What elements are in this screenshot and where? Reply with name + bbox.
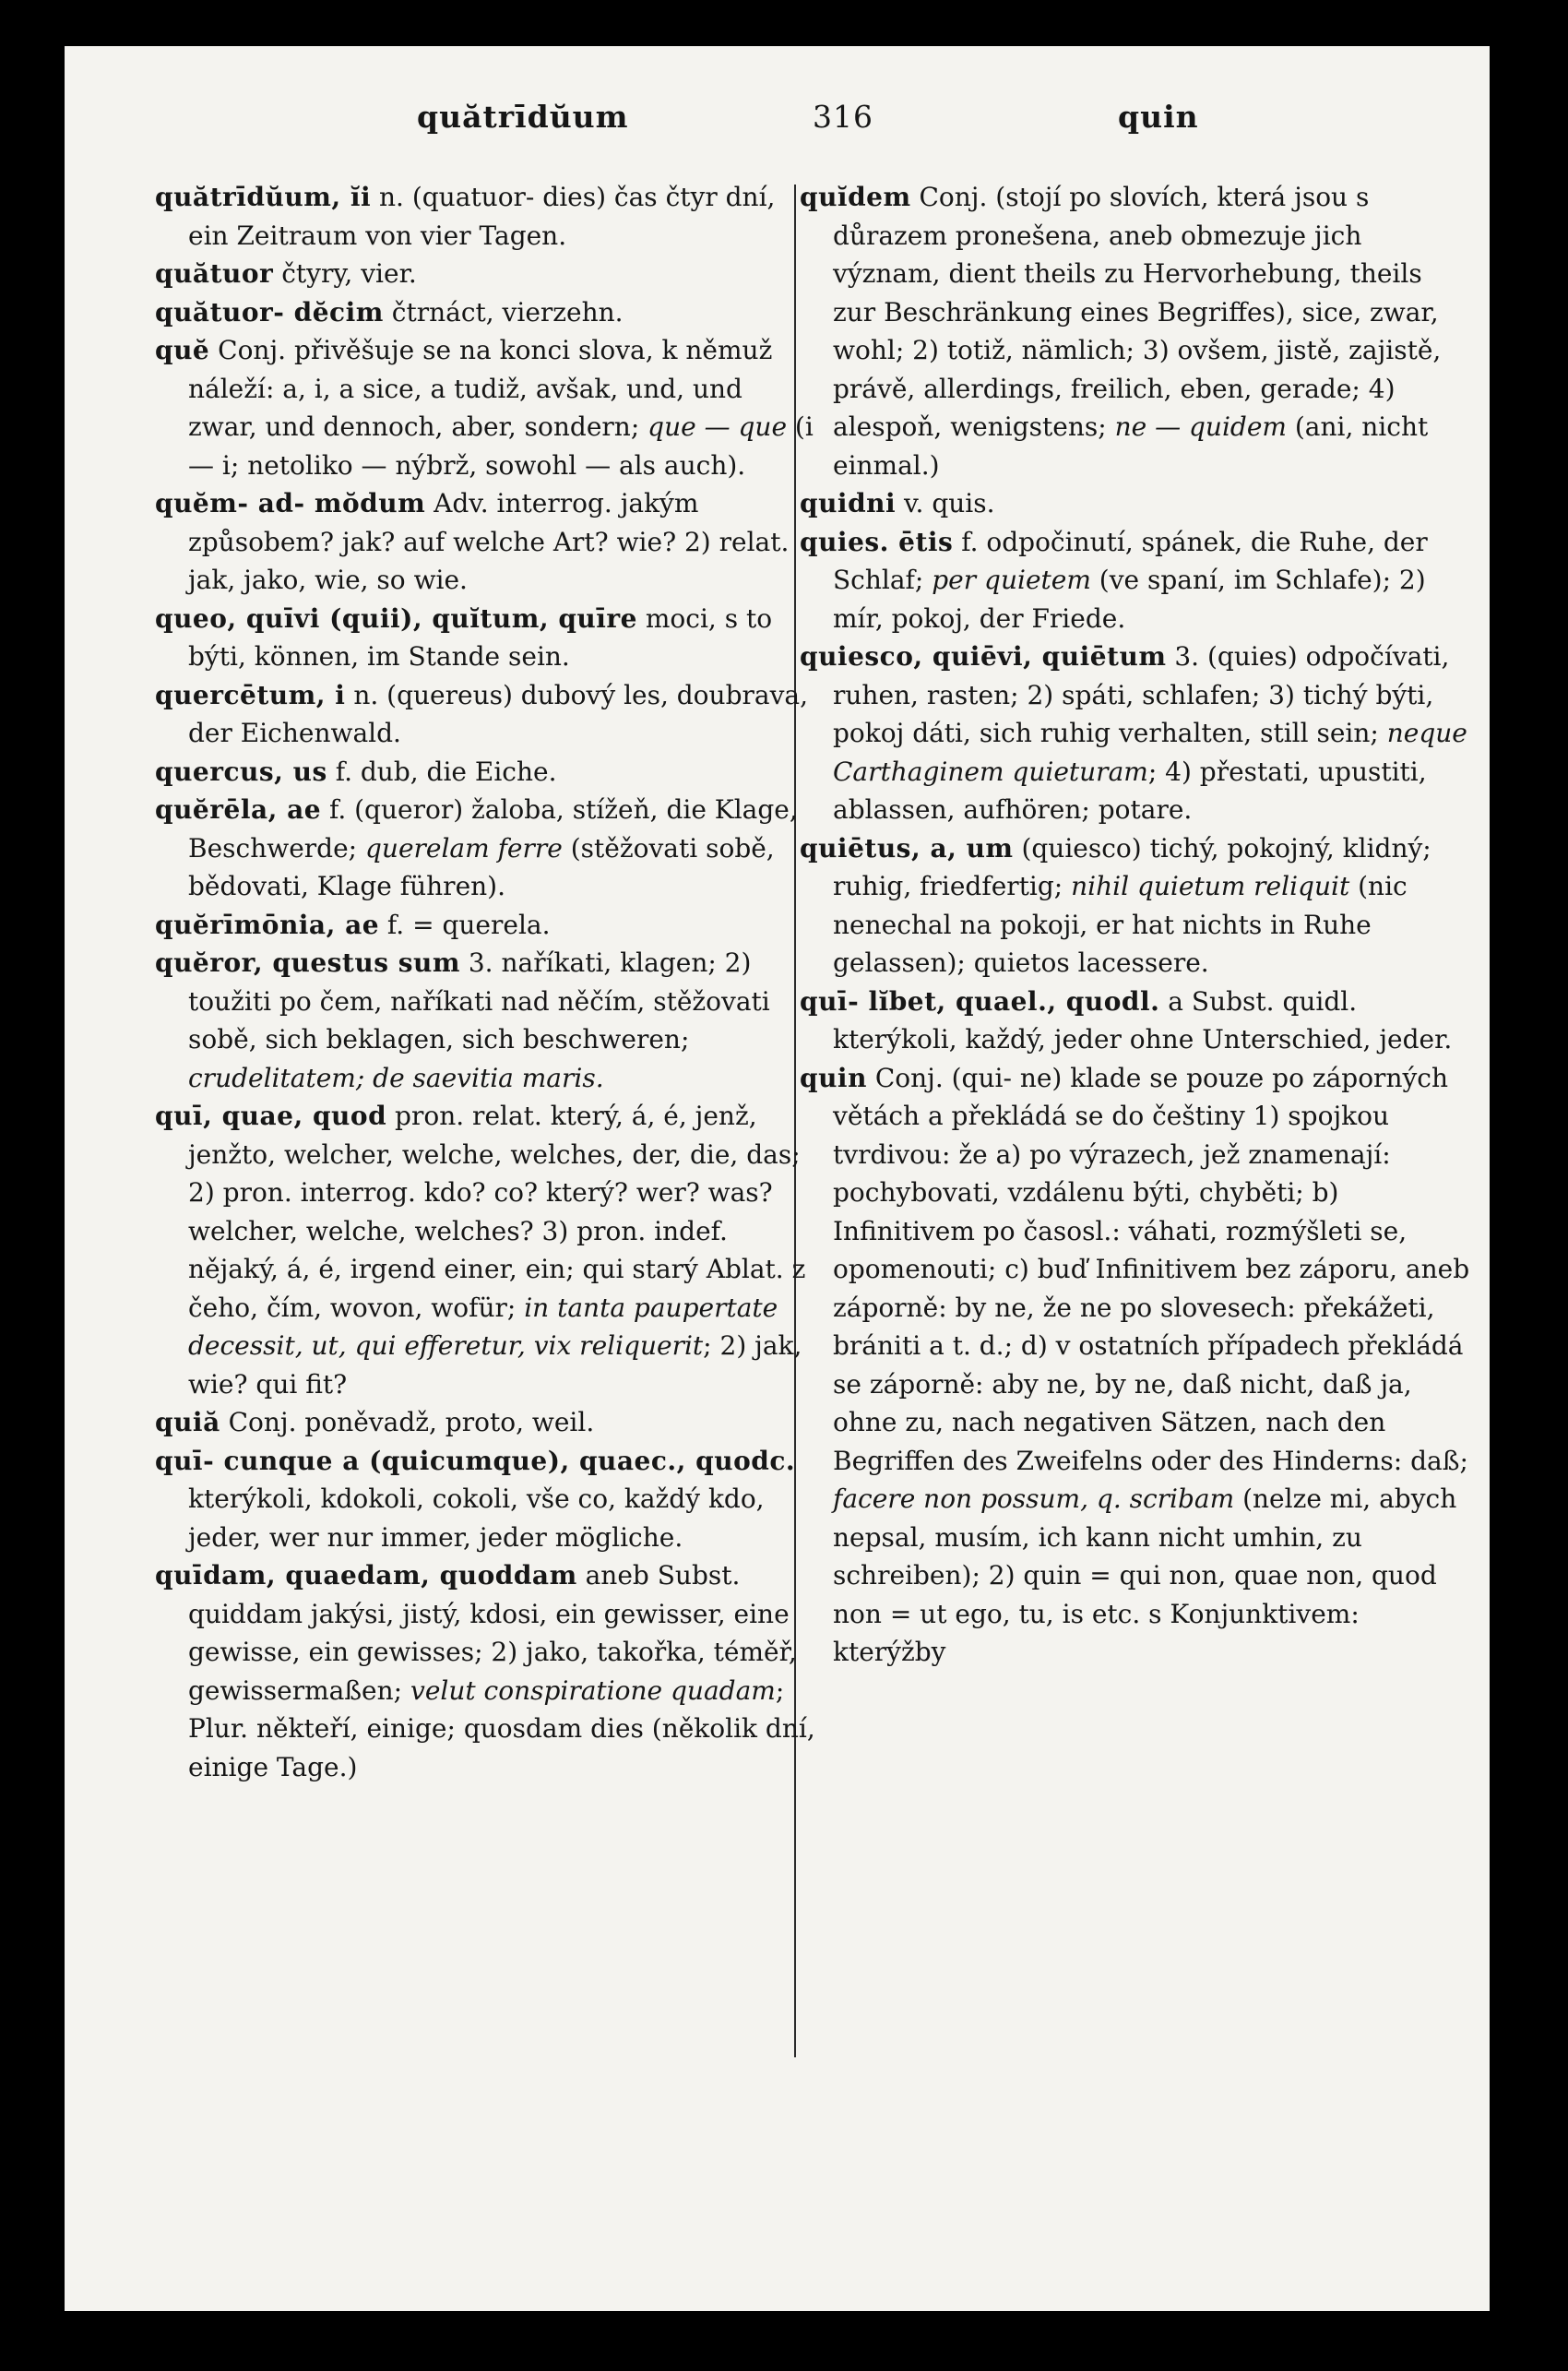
example-phrase: querelam ferre xyxy=(364,832,563,864)
definition-text: moci, s to býti, können, im Stande sein. xyxy=(188,602,773,672)
dictionary-entry xyxy=(155,753,819,792)
headword: queo, quīvi (quii), quĭtum, quīre xyxy=(155,602,637,634)
definition-text: f. odpočinutí, spánek, die Ruhe, der Schlaf; xyxy=(833,526,1428,595)
right-column xyxy=(800,178,1471,1672)
headword: quidni xyxy=(800,488,897,518)
headword: quătrīdŭum, ĭi xyxy=(155,182,372,212)
definition-text: čtrnáct, vierzehn. xyxy=(383,296,624,328)
definition-text: n. (quereus) dubový les, doubrava, der Eichenwald. xyxy=(188,679,808,748)
definition-text: n. (quatuor- dies) čas čtyr dní, ein Zeitraum von vier Tagen. xyxy=(188,182,776,251)
headword: quī, quae, quod xyxy=(155,1101,387,1131)
definition-text: Conj. (stojí po slovích, která jsou s důrazem pronešena, aneb obmezuje jich význam, dient theils zu Hervorhebung, theils zur Beschränkung eines Begriffes), sice, zwar, wohl; 2) totiž, nämlich; 3) ovšem, jistě, zajistě, právě, allerdings, freilich, eben, gerade; 4) alespoň, wenigstens; xyxy=(833,182,1442,442)
definition-text: a Subst. quidl. kterýkoli, každý, jeder ohne Unterschied, jeder. xyxy=(833,985,1453,1054)
definition-text: (quiesco) tichý, pokojný, klidný; ruhig, friedfertig; xyxy=(833,832,1431,901)
dictionary-entry xyxy=(800,178,1471,484)
headword: quătuor- dĕcim xyxy=(155,296,384,328)
definition-text: Conj. (qui- ne) klade se pouze po záporných větách a překládá se do češtiny 1) spojkou tvrdivou: že a) po výrazech, jež znamenají: pochybovati, vzdálenu býti, chyběti; b) Infinitivem po časosl.: váhati, rozmýšleti se, opomenouti; c) buď Infinitivem bez záporu, aneb záporně: by ne, že ne po slovesech: překážeti, brániti a t. d.; d) v ostatních případech překládá se záporně: aby ne, by ne, daß nicht, daß ja, ohne zu, nach negativen Sätzen, nach den Begriffen des Zweifelns oder des Hinderns: daß; xyxy=(833,1062,1470,1476)
definition-text: 3. (quies) odpočívati, ruhen, rasten; 2) spáti, schlafen; 3) tichý býti, pokoj dáti, sich ruhig verhalten, still sein; xyxy=(833,641,1450,748)
definition-text: Adv. interrog. jakým způsobem? jak? auf welche Art? wie? 2) relat. jak, jako, wie, so wie. xyxy=(188,488,790,595)
definition-text: v. quis. xyxy=(896,488,995,518)
dictionary-entry xyxy=(155,791,819,906)
dictionary-entry xyxy=(800,983,1471,1059)
headword: quin xyxy=(800,1062,867,1093)
example-phrase: crudelitatem; de saevitia maris. xyxy=(188,1062,604,1093)
definition-text: pron. relat. který, á, é, jenž, jenžto, welcher, welche, welches, der, die, das; 2) pron. interrog. kdo? co? který? wer? was? welcher, welche, welches? 3) pron. indef. nějaký, á, é, irgend einer, ein; qui starý Ablat. z čeho, čím, wovon, wofür; xyxy=(188,1101,806,1323)
example-phrase: in tanta paupertate decessit, ut, qui efferetur, vix reliquerit xyxy=(188,1292,778,1361)
running-head-right: quin xyxy=(1118,99,1199,135)
running-head-left: quătrīdŭum xyxy=(417,99,629,135)
headword: quiesco, quiēvi, quiētum xyxy=(800,641,1167,672)
headword: quī- lĭbet, quael., quodl. xyxy=(800,985,1160,1017)
definition-tail: (nic nenechal na pokoji, er hat nichts in Ruhe gelassen); quietos lacessere. xyxy=(833,871,1408,978)
definition-tail: (i — i; netoliko — nýbrž, sowohl — als auch). xyxy=(188,411,814,481)
dictionary-entry xyxy=(155,1403,819,1442)
headword: quĕrēla, ae xyxy=(155,794,322,825)
example-phrase: que — que xyxy=(647,411,788,442)
headword: quĕrīmōnia, ae xyxy=(155,909,380,940)
example-phrase: per quietem xyxy=(932,565,1091,595)
headword: quercus, us xyxy=(155,756,327,787)
dictionary-entry xyxy=(155,1556,819,1786)
definition-tail: ; Plur. někteří, einige; quosdam dies (několik dní, einige Tage.) xyxy=(188,1674,815,1782)
dictionary-entry xyxy=(800,484,1471,523)
headword: quī- cunque a (quicumque), quaec., quodc. xyxy=(155,1445,796,1476)
headword: quiētus, a, um xyxy=(800,832,1014,864)
example-phrase: facere non possum, q. scribam xyxy=(833,1483,1235,1514)
dictionary-entry xyxy=(155,293,819,332)
dictionary-entry xyxy=(155,906,819,945)
example-phrase: velut conspiratione quadam xyxy=(410,1674,776,1706)
definition-text: f. dub, die Eiche. xyxy=(327,756,557,787)
definition-tail: (nelze mi, abych nepsal, musím, ich kann nicht umhin, zu schreiben); 2) quin = qui non, quae non, quod non = ut ego, tu, is etc. s Konjunktivem: kterýžby xyxy=(833,1483,1457,1667)
headword: quies. ētis xyxy=(800,526,954,557)
page-number: 316 xyxy=(813,99,873,135)
headword: quătuor xyxy=(155,258,274,289)
headword: quercētum, i xyxy=(155,679,346,710)
definition-text: 3. naříkati, klagen; 2) toužiti po čem, naříkati nad něčím, stěžovati sobě, sich beklagen, sich beschweren; xyxy=(188,947,770,1054)
dictionary-entry xyxy=(155,484,819,600)
dictionary-entry xyxy=(155,676,819,753)
definition-tail: (stěžovati sobě, bědovati, Klage führen). xyxy=(188,832,775,901)
definition-tail: ; 4) přestati, upustiti, ablassen, aufhören; potare. xyxy=(833,756,1427,825)
definition-text: Conj. poněvadž, proto, weil. xyxy=(220,1407,595,1437)
left-column xyxy=(155,178,819,1786)
dictionary-entry xyxy=(800,523,1471,638)
headword: quĕ xyxy=(155,335,210,365)
dictionary-entry xyxy=(800,1059,1471,1672)
definition-text: aneb Subst. quiddam jakýsi, jistý, kdosi, ein gewisser, eine gewisse, ein gewisses; 2) jako, takořka, téměř, gewissermaßen; xyxy=(188,1560,797,1706)
dictionary-entry xyxy=(155,331,819,484)
definition-text: f. (queror) žaloba, stížeň, die Klage, Beschwerde; xyxy=(188,794,798,864)
definition-text: f. = querela. xyxy=(379,909,551,940)
example-phrase: nihil quietum reliquit xyxy=(1071,871,1350,901)
headword: quiă xyxy=(155,1407,220,1437)
definition-text: Conj. přivěšuje se na konci slova, k němuž náleží: a, i, a sice, a tudiž, avšak, und, und zwar, und dennoch, aber, sondern; xyxy=(188,335,773,442)
dictionary-entry xyxy=(800,829,1471,983)
headword: quĕror, questus sum xyxy=(155,947,460,978)
headword: quĕm- ad- mŏdum xyxy=(155,488,426,518)
example-phrase: ne — quidem xyxy=(1114,411,1287,442)
dictionary-entry xyxy=(155,178,819,255)
example-phrase: neque Carthaginem quieturam xyxy=(833,718,1467,787)
definition-tail: (ve spaní, im Schlafe); 2) mír, pokoj, der Friede. xyxy=(833,565,1426,634)
definition-text: čtyry, vier. xyxy=(273,258,417,289)
dictionary-entry xyxy=(155,944,819,1097)
dictionary-entry xyxy=(155,255,819,293)
dictionary-entry xyxy=(155,600,819,676)
headword: quīdam, quaedam, quoddam xyxy=(155,1560,577,1591)
definition-tail: ; 2) jak, wie? qui fit? xyxy=(188,1330,802,1400)
dictionary-entry xyxy=(800,637,1471,829)
headword: quĭdem xyxy=(800,182,911,212)
definition-tail: (ani, nicht einmal.) xyxy=(833,411,1429,481)
dictionary-entry xyxy=(155,1442,819,1557)
dictionary-entry xyxy=(155,1097,819,1403)
definition-text: kterýkoli, kdokoli, cokoli, vše co, každý kdo, jeder, wer nur immer, jeder mögliche. xyxy=(188,1483,765,1553)
